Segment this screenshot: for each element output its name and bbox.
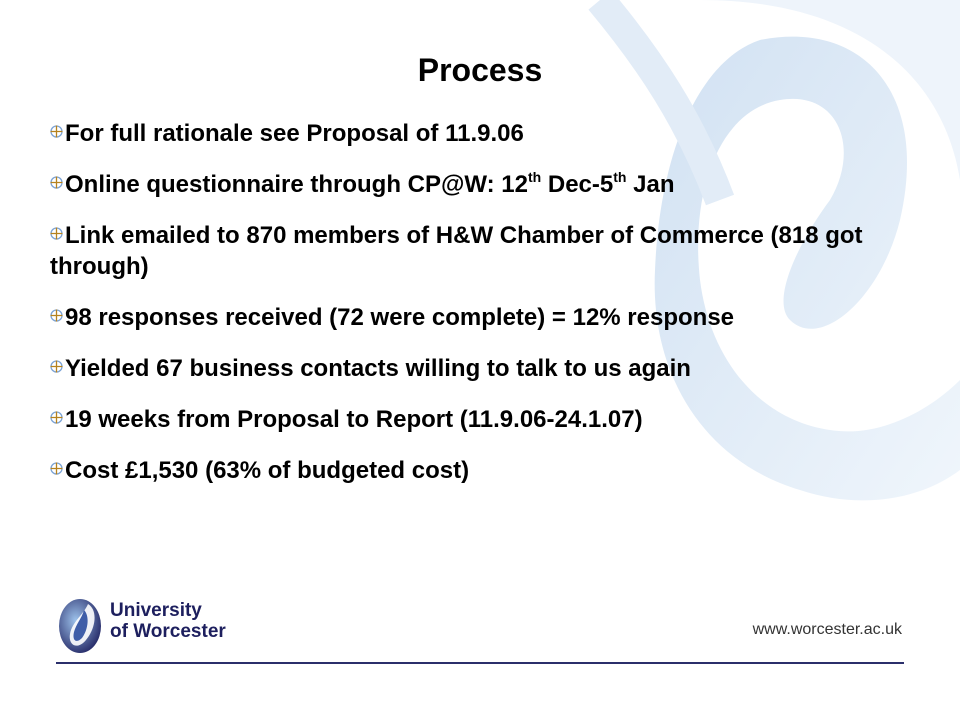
bullet-text: Online questionnaire through CP@W: 12 <box>65 171 528 198</box>
logo-text <box>110 600 226 642</box>
bullet-item <box>50 118 930 149</box>
crosshair-circle-icon <box>50 309 63 322</box>
logo-line-1: University <box>110 600 202 621</box>
bullet-item <box>50 302 930 333</box>
bullet-item <box>50 353 930 384</box>
bullet-item <box>50 220 930 282</box>
bullet-text: 98 responses received (72 were complete) = 12% response <box>65 304 735 331</box>
bullet-item <box>50 169 930 200</box>
bullet-text: Jan <box>626 171 675 198</box>
crosshair-circle-icon <box>50 176 63 189</box>
superscript: th <box>527 169 542 185</box>
logo-line-2: of Worcester <box>110 621 226 642</box>
website-url: www.worcester.ac.uk <box>752 621 902 638</box>
bullet-text: 19 weeks from Proposal to Report (11.9.06-24.1.07) <box>65 406 643 433</box>
crosshair-circle-icon <box>50 227 63 240</box>
bullet-item <box>50 455 930 486</box>
bullet-text: Dec-5 <box>541 171 614 198</box>
bullet-item <box>50 404 930 435</box>
university-logo-icon <box>58 596 106 654</box>
bullet-list <box>50 118 930 506</box>
bullet-text: Yielded 67 business contacts willing to talk to us again <box>65 355 691 382</box>
bullet-text: Cost £1,530 (63% of budgeted cost) <box>65 457 470 484</box>
superscript: th <box>613 169 627 185</box>
university-logo <box>58 596 258 656</box>
slide-title: Process <box>417 52 543 88</box>
bullet-text: For full rationale see Proposal of 11.9.06 <box>65 120 524 147</box>
footer-divider <box>56 662 904 664</box>
crosshair-circle-icon <box>50 360 63 373</box>
crosshair-circle-icon <box>50 411 63 424</box>
bullet-text: Link emailed to 870 members of H&W Chamber of Commerce (818 got through) <box>50 222 863 280</box>
crosshair-circle-icon <box>50 462 63 475</box>
crosshair-circle-icon <box>50 125 63 138</box>
